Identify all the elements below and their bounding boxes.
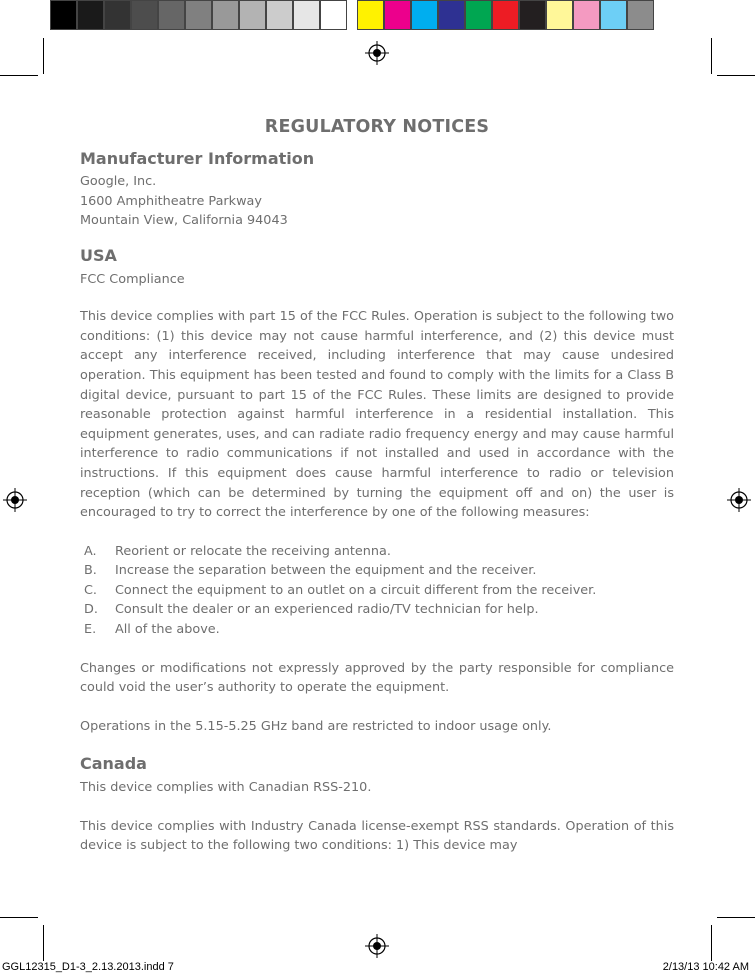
color-bar-gap [347,0,357,30]
modifications-paragraph: Changes or modifications not expressly approved by the party responsible for compliance could void the user’s authority to operate the equipment. [80,660,674,696]
list-text: All of the above. [115,622,220,638]
color-swatch [77,0,104,30]
color-swatch [158,0,185,30]
list-item [84,620,674,640]
color-swatch [492,0,519,30]
registration-mark-icon [365,41,389,65]
manufacturer-address [80,172,674,231]
color-swatch [573,0,600,30]
address-line: 1600 Amphitheatre Parkway [80,193,262,209]
color-swatch [465,0,492,30]
band-restriction-paragraph: Operations in the 5.15-5.25 GHz band are restricted to indoor usage only. [80,718,552,734]
list-text: Reorient or relocate the receiving antenna. [115,543,391,559]
crop-mark [43,925,44,961]
color-swatch [600,0,627,30]
list-letter: C. [84,582,98,598]
color-swatch [293,0,320,30]
list-text: Consult the dealer or an experienced radio/TV technician for help. [115,602,539,618]
color-swatch [627,0,654,30]
printer-color-bar [50,0,654,32]
color-swatch [546,0,573,30]
list-letter: A. [84,543,97,559]
print-timestamp: 2/13/13 10:42 AM [662,961,749,973]
color-swatch [438,0,465,30]
list-item [84,561,674,581]
color-swatch [50,0,77,30]
color-swatch [266,0,293,30]
color-swatch [411,0,438,30]
color-swatch [185,0,212,30]
crop-mark [711,38,712,74]
color-swatch [131,0,158,30]
list-letter: D. [84,602,98,618]
color-swatch [104,0,131,30]
usa-heading: USA [80,245,117,265]
crop-mark [717,75,755,76]
canada-heading: Canada [80,754,147,774]
color-swatch [320,0,347,30]
color-swatch [212,0,239,30]
list-letter: B. [84,563,97,579]
canada-license-paragraph: This device complies with Industry Canada license-exempt RSS standards. Operation of this device is subject to the following two conditions: 1) This device may [80,818,674,854]
crop-mark [711,925,712,961]
color-swatch [519,0,546,30]
list-text: Connect the equipment to an outlet on a circuit different from the receiver. [115,582,597,598]
crop-mark [717,917,755,918]
color-swatch [239,0,266,30]
registration-mark-icon [365,934,389,958]
page-title: REGULATORY NOTICES [264,117,490,137]
list-text: Increase the separation between the equipment and the receiver. [115,563,537,579]
fcc-compliance-label: FCC Compliance [80,271,185,287]
registration-mark-icon [3,488,27,512]
list-item [84,542,674,562]
registration-mark-icon [727,488,751,512]
list-letter: E. [84,622,97,638]
list-item [84,600,674,620]
address-line: Mountain View, California 94043 [80,213,288,229]
file-name: GGL12315_D1-3_2.13.2013.indd 7 [2,961,174,973]
crop-mark [0,75,38,76]
fcc-paragraph: This device complies with part 15 of the FCC Rules. Operation is subject to the following two conditions: (1) this device may not cause harmful interference, and (2) this device must accept any interference received, including interference that may cause undesired operation. This equipment has been tested and found to comply with the limits for a Class B digital device, pursuant to part 15 of the FCC Rules. These limits are designed to provide reasonable protection against harmful interference in a residential installation. This equipment generates, uses, and can radiate radio frequency energy and may cause harmful interference to radio communications if not installed and used in accordance with the instructions. If this equipment does cause harmful interference to radio or television reception (which can be determined by turning the equipment off and on) the user is encouraged to try to correct the interference by one of the following measures: [80,309,674,521]
canada-rss-paragraph: This device complies with Canadian RSS-210. [80,780,372,796]
measures-list [80,542,674,640]
print-slug [2,961,749,975]
color-swatch [357,0,384,30]
document-body [80,118,674,875]
list-item [84,581,674,601]
color-swatch [384,0,411,30]
manufacturer-heading: Manufacturer Information [80,148,315,168]
address-line: Google, Inc. [80,174,157,190]
crop-mark [43,38,44,74]
crop-mark [0,917,38,918]
